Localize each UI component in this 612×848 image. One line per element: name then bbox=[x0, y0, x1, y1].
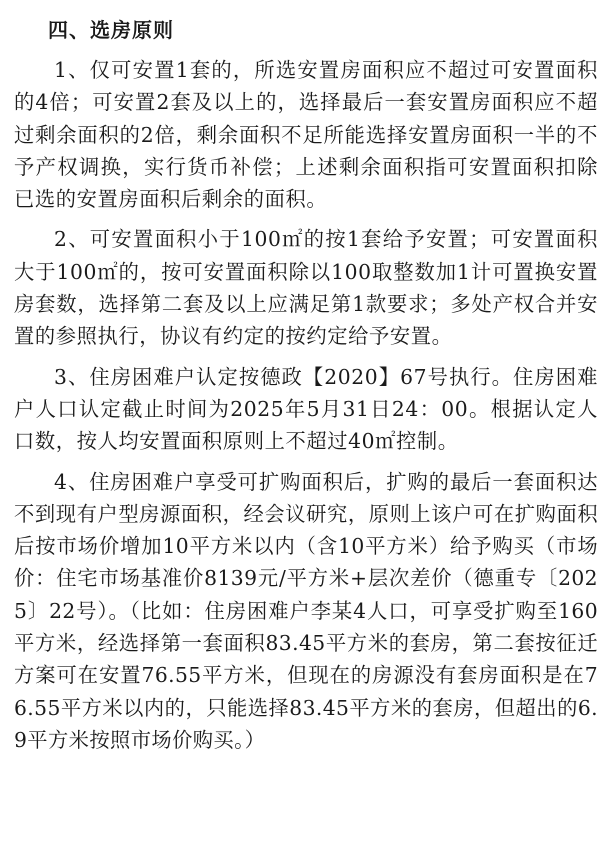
paragraph-1: 1、仅可安置1套的，所选安置房面积应不超过可安置面积的4倍；可安置2套及以上的，选择最后一套安置房面积应不超过剩余面积的2倍，剩余面积不足所能选择安置房面积一半的不予产权调换，实行货币补偿；上述剩余面积指可安置面积扣除已选的安置房面积后剩余的面积。 bbox=[14, 58, 598, 212]
paragraph-3: 3、住房困难户认定按德政【2020】67号执行。住房困难户人口认定截止时间为2025年5月31日24：00。根据认定人口数，按人均安置面积原则上不超过40㎡控制。 bbox=[14, 364, 598, 454]
paragraph-4: 4、住房困难户享受可扩购面积后，扩购的最后一套面积达不到现有户型房源面积，经会议研究，原则上该户可在扩购面积后按市场价增加10平方米以内（含10平方米）给予购买（市场价：住宅市场基准价8139元/平方米+层次差价（德重专〔2025〕22号）。（比如：住房困难户李某4人口，可享受扩购至160平方米，经选择第一套面积83.45平方米的套房，第二套按征迁方案可在安置76.55平方米，但现在的房源没有套房面积是在76.55平方米以内的，只能选择83.45平方米的套房，但超出的6.9平方米按照市场价购买。） bbox=[14, 469, 598, 752]
section-heading: 四、选房原则 bbox=[48, 18, 174, 42]
paragraph-2: 2、可安置面积小于100㎡的按1套给予安置；可安置面积大于100㎡的，按可安置面积除以100取整数加1计可置换安置房套数，选择第二套及以上应满足第1款要求；多处产权合并安置的参照执行，协议有约定的按约定给予安置。 bbox=[14, 227, 598, 349]
